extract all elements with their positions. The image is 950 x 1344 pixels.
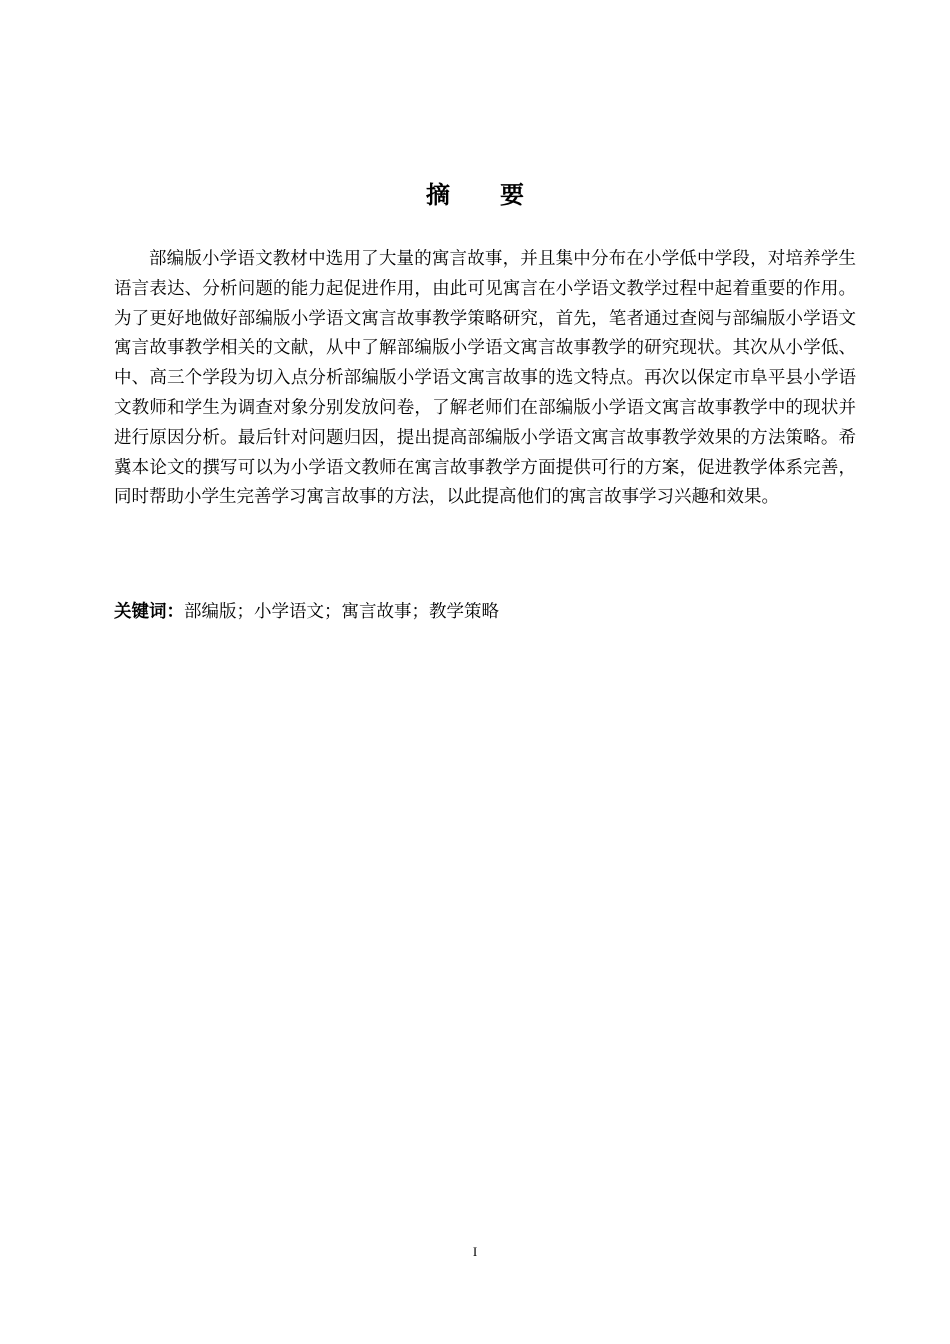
keywords-label: 关键词： [114, 602, 184, 622]
page-title: 摘要 [426, 181, 574, 209]
keywords-line [114, 597, 856, 627]
abstract-paragraph: 部编版小学语文教材中选用了大量的寓言故事，并且集中分布在小学低中学段，对培养学生语言表达、分析问题的能力起促进作用，由此可见寓言在小学语文教学过程中起着重要的作用。为了更好地做好部编版小学语文寓言故事教学策略研究，首先，笔者通过查阅与部编版小学语文寓言故事教学相关的文献，从中了解部编版小学语文寓言故事教学的研究现状。其次从小学低、中、高三个学段为切入点分析部编版小学语文寓言故事的选文特点。再次以保定市阜平县小学语文教师和学生为调查对象分别发放问卷，了解老师们在部编版小学语文寓言故事教学中的现状并进行原因分析。最后针对问题归因，提出提高部编版小学语文寓言故事教学效果的方法策略。希冀本论文的撰写可以为小学语文教师在寓言故事教学方面提供可行的方案，促进教学体系完善，同时帮助小学生完善学习寓言故事的方法，以此提高他们的寓言故事学习兴趣和效果。 [114, 249, 856, 508]
page-number: I [472, 1244, 478, 1259]
keywords-list: 部编版；小学语文；寓言故事；教学策略 [184, 602, 499, 622]
